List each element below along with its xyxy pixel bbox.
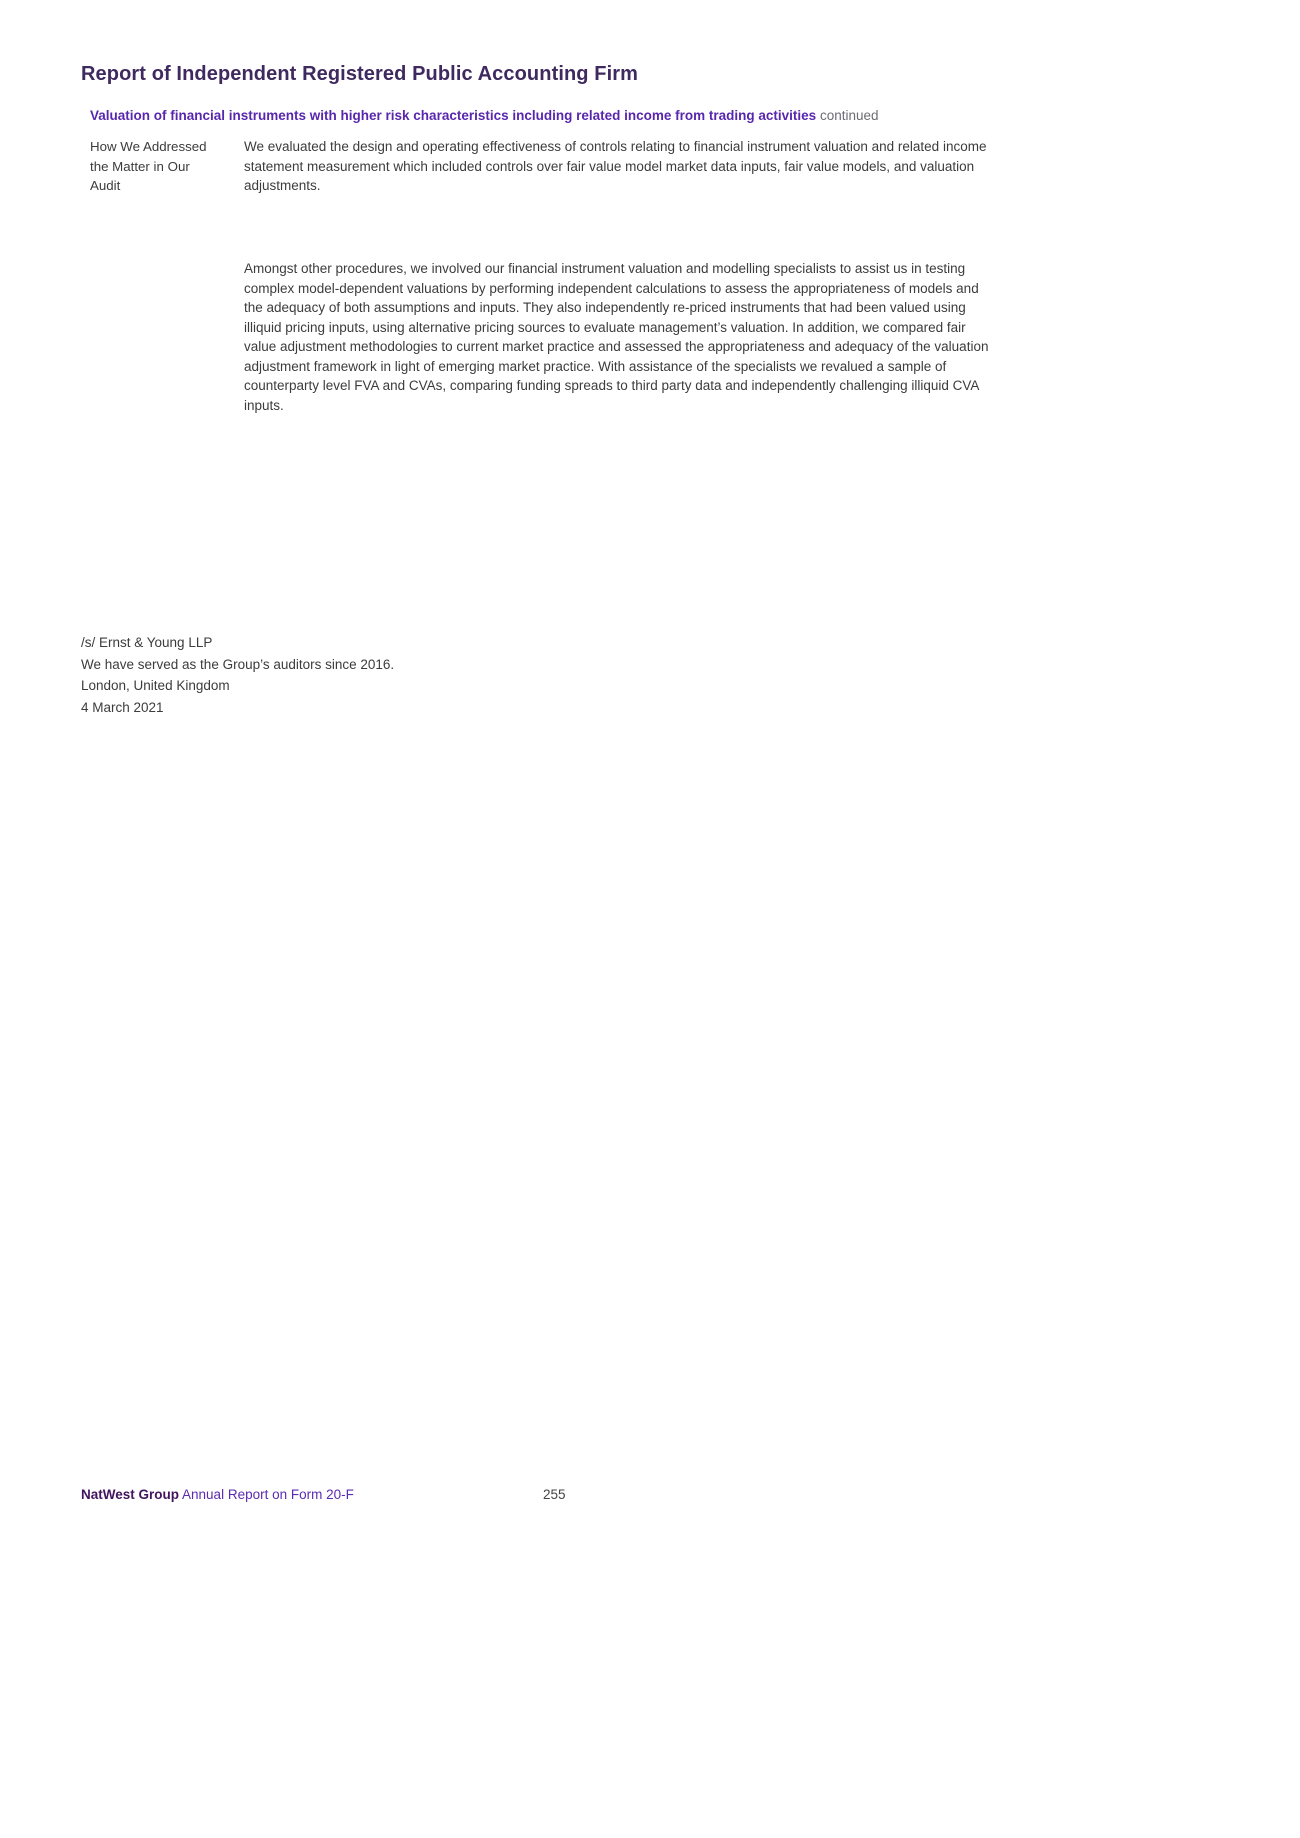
subtitle-key-audit-matter: Valuation of financial instruments with higher risk characteristics including related income from trading activities: [90, 108, 817, 123]
signature-block: [81, 632, 394, 718]
signatory-name: /s/ Ernst & Young LLP: [81, 635, 213, 650]
subtitle-continued-label: continued: [819, 108, 879, 123]
signature-date: 4 March 2021: [81, 699, 164, 715]
footer: [81, 1487, 354, 1502]
section-subtitle: [90, 108, 879, 123]
page-number: 255: [543, 1487, 566, 1502]
signature-location: London, United Kingdom: [81, 678, 230, 693]
audit-response-paragraph-2: Amongst other procedures, we involved our financial instrument valuation and modelling specialists to assist us in testing complex model-dependent valuations by performing independent calculations to assess the appropriateness of models and the adequacy of both assumptions and inputs. They also independently re-priced instruments that had been valued using illiquid pricing inputs, using alternative pricing sources to evaluate management’s valuation. In addition, we compared fair value adjustment methodologies to current market practice and assessed the appropriateness and adequacy of the valuation adjustment framework in light of emerging market practice. With assistance of the specialists we revalued a sample of counterparty level FVA and CVAs, comparing funding spreads to third party data and independently challenging illiquid CVA inputs.: [244, 261, 989, 413]
column-label-how-we-addressed: How We Addressed the Matter in Our Audit: [90, 139, 207, 193]
footer-report-title: Annual Report on Form 20-F: [182, 1487, 354, 1502]
footer-brand: NatWest Group: [81, 1487, 180, 1502]
page-title: Report of Independent Registered Public Accounting Firm: [81, 63, 639, 85]
auditor-tenure-note: We have served as the Group’s auditors since 2016.: [81, 656, 395, 672]
audit-response-paragraph-1: We evaluated the design and operating effectiveness of controls relating to financial instrument valuation and related income statement measurement which included controls over fair value model market data inputs, fair value models, and valuation adjustments.: [244, 139, 987, 193]
